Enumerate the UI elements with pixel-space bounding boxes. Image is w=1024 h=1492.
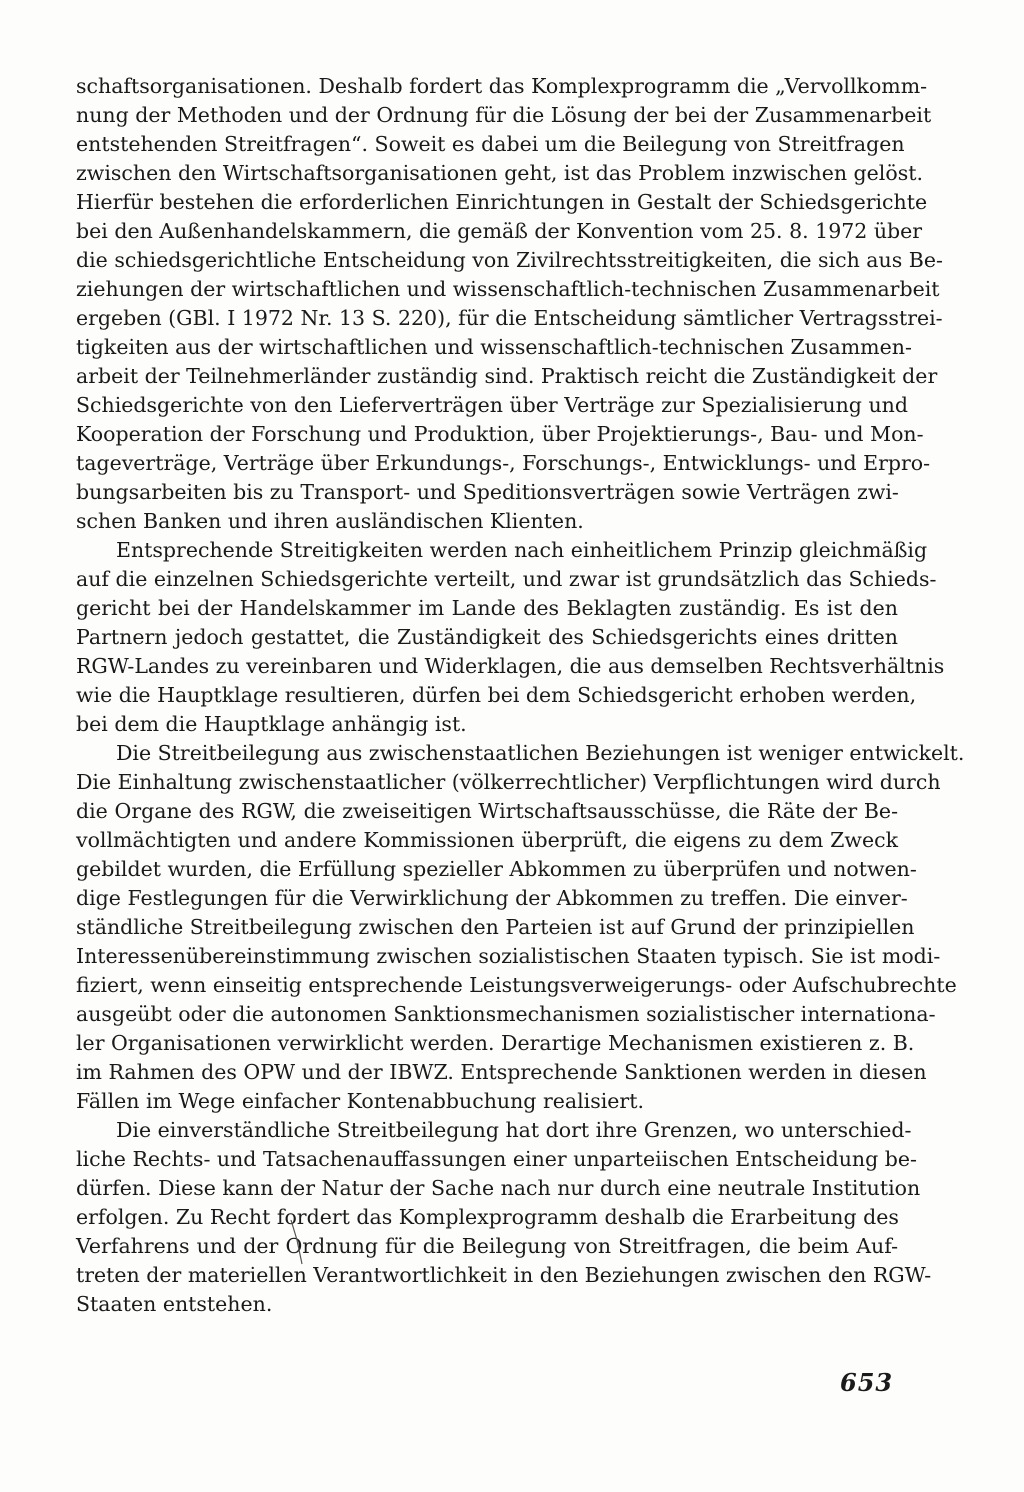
text-line: fiziert, wenn einseitig entsprechende Leistungsverweigerungs- oder Aufschubrechte <box>76 973 957 997</box>
text-line: tigkeiten aus der wirtschaftlichen und wissenschaftlich-technischen Zusammen- <box>76 335 912 359</box>
text-line: Staaten entstehen. <box>76 1292 273 1316</box>
page-number: 653 <box>840 1368 894 1397</box>
text-line: ausgeübt oder die autonomen Sanktionsmechanismen sozialistischer internationa- <box>76 1002 936 1026</box>
text-line: tageverträge, Verträge über Erkundungs-, Forschungs-, Entwicklungs- und Erpro- <box>76 451 931 475</box>
text-line: dige Festlegungen für die Verwirklichung der Abkommen zu treffen. Die einver- <box>76 886 908 910</box>
text-line: Interessenübereinstimmung zwischen sozialistischen Staaten typisch. Sie ist modi- <box>76 944 941 968</box>
text-line: Partnern jedoch gestattet, die Zuständigkeit des Schiedsgerichts eines dritten <box>76 625 898 649</box>
text-line: Die Einhaltung zwischenstaatlicher (völkerrechtlicher) Verpflichtungen wird durch <box>76 770 941 794</box>
text-line: schen Banken und ihren ausländischen Klienten. <box>76 509 584 533</box>
text-line: entstehenden Streitfragen“. Soweit es dabei um die Beilegung von Streitfragen <box>76 132 905 156</box>
body-text <box>76 72 965 1319</box>
text-line: die schiedsgerichtliche Entscheidung von Zivilrechtsstreitigkeiten, die sich aus Be- <box>76 248 943 272</box>
text-line: ergeben (GBl. I 1972 Nr. 13 S. 220), für die Entscheidung sämtlicher Vertragsstrei- <box>76 306 943 330</box>
text-line: ständliche Streitbeilegung zwischen den Parteien ist auf Grund der prinzipiellen <box>76 915 915 939</box>
text-line: Hierfür bestehen die erforderlichen Einrichtungen in Gestalt der Schiedsgerichte <box>76 190 928 214</box>
text-line: ziehungen der wirtschaftlichen und wissenschaftlich-technischen Zusammenarbeit <box>76 277 940 301</box>
text-line: treten der materiellen Verantwortlichkeit in den Beziehungen zwischen den RGW- <box>76 1263 932 1287</box>
text-line: Die einverständliche Streitbeilegung hat dort ihre Grenzen, wo unterschied- <box>116 1118 912 1142</box>
text-line: RGW-Landes zu vereinbaren und Widerklagen, die aus demselben Rechtsverhältnis <box>76 654 945 678</box>
paragraph <box>76 1116 932 1319</box>
text-line: gericht bei der Handelskammer im Lande des Beklagten zuständig. Es ist den <box>76 596 898 620</box>
paragraph <box>76 536 945 739</box>
text-line: nung der Methoden und der Ordnung für die Lösung der bei der Zusammenarbeit <box>76 103 932 127</box>
text-line: im Rahmen des OPW und der IBWZ. Entsprechende Sanktionen werden in diesen <box>76 1060 927 1084</box>
text-line: arbeit der Teilnehmerländer zuständig sind. Praktisch reicht die Zuständigkeit der <box>76 364 938 388</box>
text-line: auf die einzelnen Schiedsgerichte verteilt, und zwar ist grundsätzlich das Schieds- <box>76 567 937 591</box>
paragraph <box>76 739 965 1116</box>
text-line: bei den Außenhandelskammern, die gemäß der Konvention vom 25. 8. 1972 über <box>76 219 923 243</box>
text-line: Die Streitbeilegung aus zwischenstaatlichen Beziehungen ist weniger entwickelt. <box>116 741 965 765</box>
pen-mark-icon <box>288 1218 308 1266</box>
text-line: Verfahrens und der Ordnung für die Beilegung von Streitfragen, die beim Auf- <box>76 1234 898 1258</box>
text-line: bungsarbeiten bis zu Transport- und Speditionsverträgen sowie Verträgen zwi- <box>76 480 899 504</box>
text-line: Schiedsgerichte von den Lieferverträgen über Verträge zur Spezialisierung und <box>76 393 908 417</box>
text-line: wie die Hauptklage resultieren, dürfen bei dem Schiedsgericht erhoben werden, <box>76 683 917 707</box>
text-line: Entsprechende Streitigkeiten werden nach einheitlichem Prinzip gleichmäßig <box>116 538 928 562</box>
text-line: erfolgen. Zu Recht fordert das Komplexprogramm deshalb die Erarbeitung des <box>76 1205 899 1229</box>
text-line: liche Rechts- und Tatsachenauffassungen einer unparteiischen Entscheidung be- <box>76 1147 917 1171</box>
text-line: schaftsorganisationen. Deshalb fordert das Komplexprogramm die „Vervollkomm- <box>76 74 928 98</box>
text-line: die Organe des RGW, die zweiseitigen Wirtschaftsausschüsse, die Räte der Be- <box>76 799 898 823</box>
text-line: ler Organisationen verwirklicht werden. Derartige Mechanismen existieren z. B. <box>76 1031 915 1055</box>
text-line: dürfen. Diese kann der Natur der Sache nach nur durch eine neutrale Institution <box>76 1176 921 1200</box>
text-line: zwischen den Wirtschaftsorganisationen geht, ist das Problem inzwischen gelöst. <box>76 161 923 185</box>
text-line: Fällen im Wege einfacher Kontenabbuchung realisiert. <box>76 1089 644 1113</box>
text-line: gebildet wurden, die Erfüllung spezieller Abkommen zu überprüfen und notwen- <box>76 857 917 881</box>
text-line: Kooperation der Forschung und Produktion, über Projektierungs-, Bau- und Mon- <box>76 422 924 446</box>
text-line: bei dem die Hauptklage anhängig ist. <box>76 712 467 736</box>
paragraph <box>76 72 943 536</box>
text-line: vollmächtigten und andere Kommissionen überprüft, die eigens zu dem Zweck <box>76 828 898 852</box>
